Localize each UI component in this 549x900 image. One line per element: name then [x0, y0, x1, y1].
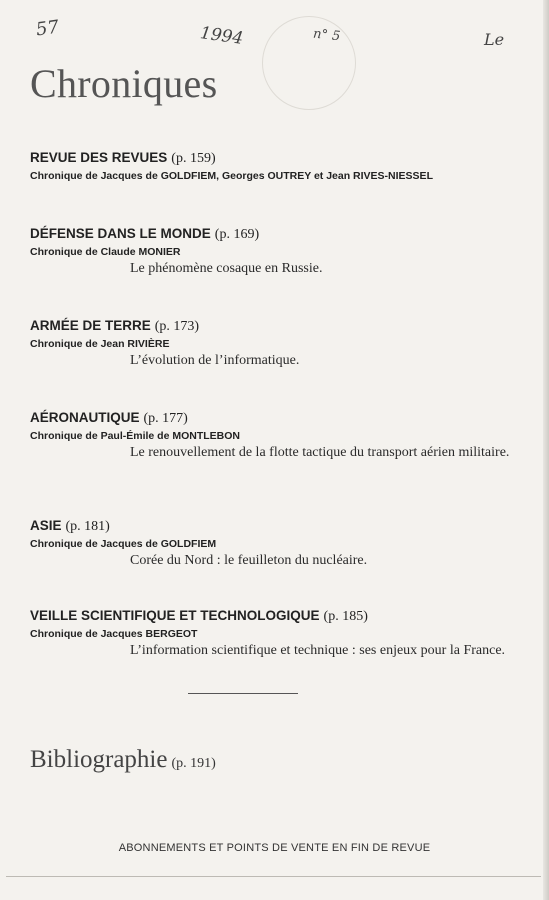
section-page-ref: (p. 181) — [65, 519, 110, 534]
section-article-title: Corée du Nord : le feuilleton du nucléaire. — [130, 553, 368, 568]
handwritten-note-year: 1994 — [198, 23, 245, 49]
section-author: Chronique de Jean RIVIÈRE — [30, 338, 170, 350]
section-author: Chronique de Jacques BERGEOT — [30, 628, 198, 640]
bibliography-entry — [30, 746, 216, 774]
handwritten-note-number: n° 5 — [312, 26, 341, 45]
chronicle-section — [30, 410, 530, 461]
section-heading-line — [30, 518, 530, 535]
section-heading-line — [30, 410, 530, 427]
section-heading-line — [30, 150, 530, 167]
footer-notice: ABONNEMENTS ET POINTS DE VENTE EN FIN DE REVUE — [118, 842, 431, 854]
section-heading: REVUE DES REVUES — [30, 150, 168, 165]
section-separator-rule — [188, 693, 298, 694]
page-title: Chroniques — [30, 61, 218, 106]
section-page-ref: (p. 185) — [323, 609, 368, 624]
section-article-title: Le renouvellement de la flotte tactique du transport aérien militaire. — [130, 445, 510, 460]
page-edge-shadow — [543, 0, 549, 900]
section-heading: ASIE — [30, 518, 62, 533]
section-author: Chronique de Jacques de GOLDFIEM, Georges OUTREY et Jean RIVES-NIESSEL — [30, 170, 433, 182]
chronicle-section — [30, 150, 530, 182]
section-page-ref: (p. 173) — [154, 319, 200, 334]
bibliography-page-ref: (p. 191) — [171, 756, 216, 771]
section-heading: AÉRONAUTIQUE — [30, 410, 140, 425]
section-author: Chronique de Jacques de GOLDFIEM — [30, 538, 217, 550]
bleed-through-stamp — [262, 16, 356, 110]
section-heading: ARMÉE DE TERRE — [30, 318, 151, 333]
section-heading-line — [30, 226, 530, 243]
section-heading: VEILLE SCIENTIFIQUE ET TECHNOLOGIQUE — [30, 608, 320, 623]
section-page-ref: (p. 169) — [214, 227, 260, 242]
chronicle-section — [30, 608, 530, 659]
section-author: Chronique de Claude MONIER — [30, 246, 181, 258]
handwritten-note-right: Le — [484, 30, 505, 49]
section-article-title: L’information scientifique et technique : ses enjeux pour la France. — [130, 643, 506, 658]
section-page-ref: (p. 177) — [143, 411, 188, 426]
section-author: Chronique de Paul-Émile de MONTLEBON — [30, 430, 241, 442]
bibliography-title: Bibliographie — [30, 746, 168, 773]
section-heading-line — [30, 608, 530, 625]
page-bottom-edge — [6, 876, 541, 877]
chronicle-section — [30, 226, 530, 277]
section-article-title: Le phénomène cosaque en Russie. — [130, 261, 323, 276]
handwritten-note-left: 57 — [34, 16, 61, 41]
section-page-ref: (p. 159) — [171, 151, 216, 166]
section-article-title: L’évolution de l’informatique. — [130, 353, 300, 368]
chronicle-section — [30, 518, 530, 569]
chronicle-section — [30, 318, 530, 369]
section-heading: DÉFENSE DANS LE MONDE — [30, 226, 211, 241]
section-heading-line — [30, 318, 530, 335]
